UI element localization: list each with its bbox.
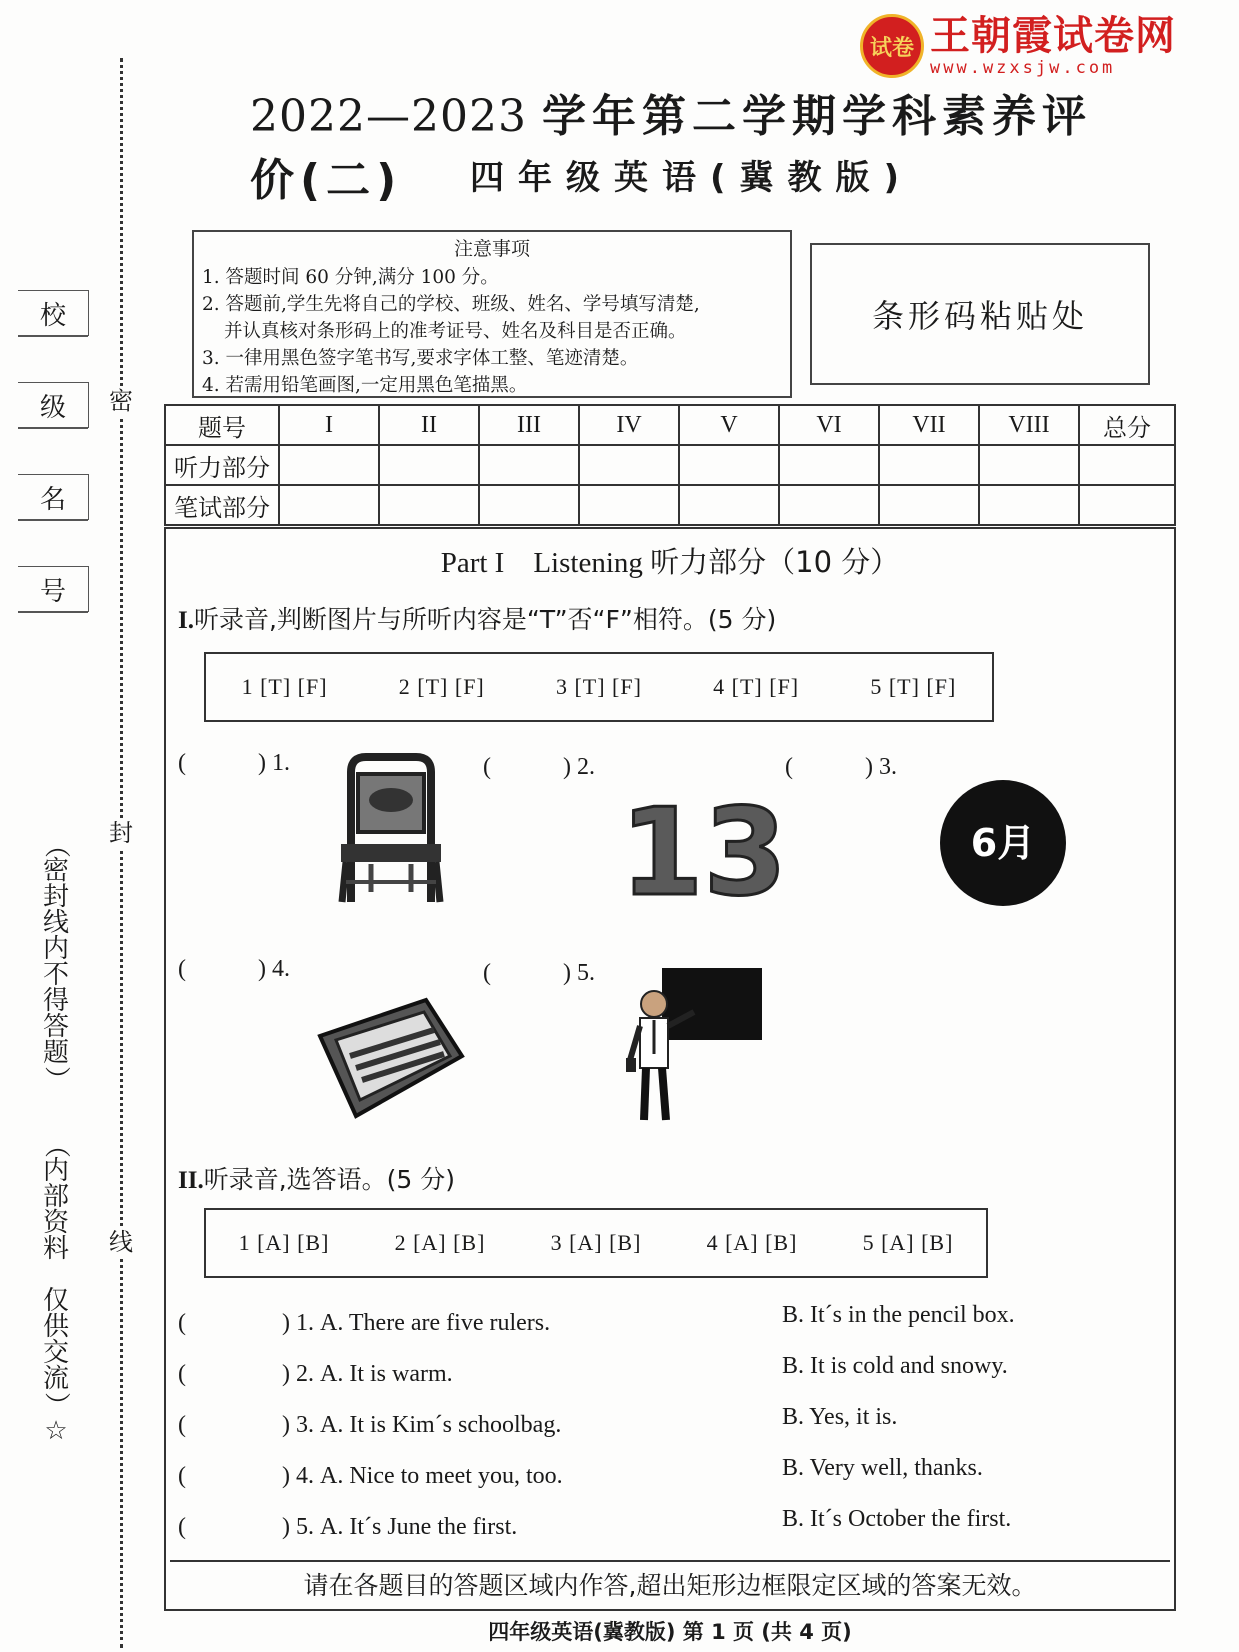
notice-line: 2. 答题前,学生先将自己的学校、班级、姓名、学号填写清楚, (202, 294, 700, 315)
score-cell[interactable] (279, 445, 379, 485)
notice-title: 注意事项 (453, 238, 530, 260)
answer-area-warning: 请在各题目的答题区域内作答,超出矩形边框限定区域的答案无效。 (303, 1571, 1037, 1600)
score-cell[interactable] (879, 485, 979, 525)
june-badge-picture (938, 778, 1068, 908)
s2-option-b[interactable]: B. Yes, it is. (782, 1404, 898, 1430)
score-header-cell: V (679, 405, 779, 445)
chair-picture (336, 752, 446, 904)
score-cell[interactable] (779, 445, 879, 485)
answer-option[interactable]: 3 [T] [F] (555, 674, 642, 699)
s2-option-b[interactable]: B. It is cold and snowy. (782, 1353, 1008, 1379)
score-row-writing (165, 485, 1175, 525)
exam-subtitle: 四年级英语(冀教版) (470, 158, 914, 198)
score-header-cell: VIII (979, 405, 1079, 445)
score-cell[interactable] (379, 485, 479, 525)
s1-item4-label[interactable]: ( ) 4. (178, 956, 290, 982)
score-table-header (165, 405, 1175, 445)
notice-line: 4. 若需用铅笔画图,一定用黑色笔描黑。 (202, 375, 528, 396)
score-header-cell: 总分 (1079, 405, 1175, 445)
exam-year: 2022—2023 (250, 91, 527, 142)
score-header-cell: 题号 (165, 405, 279, 445)
field-name: 名 (18, 474, 89, 520)
score-cell[interactable] (579, 485, 679, 525)
score-cell[interactable] (1079, 445, 1175, 485)
logo-emblem-icon: 试卷 (860, 14, 924, 78)
barcode-area: 条形码粘贴处 (810, 243, 1150, 385)
score-table (164, 404, 1176, 526)
section2-answer-bar[interactable] (204, 1208, 988, 1278)
score-cell[interactable] (479, 485, 579, 525)
seal-mark-xian: 线 (106, 1227, 136, 1257)
field-name-line (18, 520, 88, 521)
score-row-listening (165, 445, 1175, 485)
s1-item1-label[interactable]: ( ) 1. (178, 750, 290, 776)
seal-mark-feng: 封 (106, 818, 136, 848)
field-number-line (18, 612, 88, 613)
score-cell[interactable] (679, 485, 779, 525)
answer-option[interactable]: 5 [A] [B] (862, 1230, 954, 1255)
score-header-cell: VI (779, 405, 879, 445)
answer-option[interactable]: 1 [T] [F] (241, 674, 328, 699)
notice-line: 并认真核对条形码上的准考证号、姓名及科目是否正确。 (224, 321, 687, 342)
s1-item2-label[interactable]: ( ) 2. (483, 754, 595, 780)
score-cell[interactable] (979, 445, 1079, 485)
internal-note: （ 内 部 资 料 仅 供 交 流 ） ☆ (41, 1131, 71, 1446)
notice-line: 1. 答题时间 60 分钟,满分 100 分。 (202, 267, 499, 288)
page-footer: 四年级英语(冀教版) 第 1 页 (共 4 页) (488, 1620, 852, 1644)
score-cell[interactable] (879, 445, 979, 485)
answer-option[interactable]: 3 [A] [B] (550, 1230, 642, 1255)
score-cell[interactable] (979, 485, 1079, 525)
answer-option[interactable]: 2 [T] [F] (398, 674, 485, 699)
part1-title: Part I Listening 听力部分（10 分） (440, 545, 900, 579)
score-row-label: 笔试部分 (165, 485, 279, 525)
score-cell[interactable] (579, 445, 679, 485)
answer-option[interactable]: 1 [A] [B] (238, 1230, 330, 1255)
s2-question[interactable]: ( ) 5. A. It´s June the first. (178, 1514, 518, 1540)
june-badge-text: 6月 (970, 821, 1036, 865)
number-13-picture (620, 782, 787, 923)
s2-question[interactable]: ( ) 4. A. Nice to meet you, too. (178, 1463, 563, 1489)
s1-item5-label[interactable]: ( ) 5. (483, 960, 595, 986)
score-header-cell: IV (579, 405, 679, 445)
notice-box (192, 230, 792, 398)
pencil-box-picture (316, 996, 466, 1124)
s2-question[interactable]: ( ) 1. A. There are five rulers. (178, 1310, 551, 1336)
score-header-cell: VII (879, 405, 979, 445)
s1-item3-label[interactable]: ( ) 3. (785, 754, 897, 780)
logo-url: www.wzxsjw.com (930, 58, 1116, 78)
score-cell[interactable] (779, 485, 879, 525)
score-cell[interactable] (379, 445, 479, 485)
site-logo (860, 14, 1176, 78)
section2-heading: II.听录音,选答语。(5 分) (178, 1165, 456, 1194)
score-header-cell: I (279, 405, 379, 445)
answer-option[interactable]: 2 [A] [B] (394, 1230, 486, 1255)
score-row-label: 听力部分 (165, 445, 279, 485)
section1-answer-bar[interactable] (204, 652, 994, 722)
s2-option-b[interactable]: B. It´s in the pencil box. (782, 1302, 1015, 1328)
field-school: 校 (18, 290, 89, 336)
score-cell[interactable] (679, 445, 779, 485)
seal-note: （ 密 封 线 内 不 得 答 题 ） (41, 831, 71, 1092)
field-class-line (18, 428, 88, 429)
score-cell[interactable] (279, 485, 379, 525)
exam-title-text: 学年第二学期学科素养评价(二) (250, 91, 1092, 206)
field-number: 号 (18, 566, 89, 612)
score-header-cell: III (479, 405, 579, 445)
score-cell[interactable] (1079, 485, 1175, 525)
s2-option-b[interactable]: B. It´s October the first. (782, 1506, 1012, 1532)
answer-option[interactable]: 4 [A] [B] (706, 1230, 798, 1255)
score-cell[interactable] (479, 445, 579, 485)
answer-option[interactable]: 5 [T] [F] (870, 674, 957, 699)
s2-option-b[interactable]: B. Very well, thanks. (782, 1455, 983, 1481)
seal-mark-mi: 密 (106, 386, 136, 416)
answer-option[interactable]: 4 [T] [F] (713, 674, 800, 699)
s2-question[interactable]: ( ) 2. A. It is warm. (178, 1361, 453, 1387)
number-13-text: 13 (620, 784, 787, 923)
score-header-cell: II (379, 405, 479, 445)
field-class: 级 (18, 382, 89, 428)
field-school-line (18, 336, 88, 337)
seal-dotted-line (120, 58, 123, 1648)
bottom-divider (170, 1560, 1170, 1562)
notice-line: 3. 一律用黑色签字笔书写,要求字体工整、笔迹清楚。 (202, 348, 639, 369)
s2-question[interactable]: ( ) 3. A. It is Kim´s schoolbag. (178, 1412, 562, 1438)
section1-heading: I.听录音,判断图片与所听内容是“T”否“F”相符。(5 分) (178, 605, 777, 634)
logo-name: 王朝霞试卷网 (930, 13, 1176, 59)
teacher-picture (624, 964, 764, 1126)
